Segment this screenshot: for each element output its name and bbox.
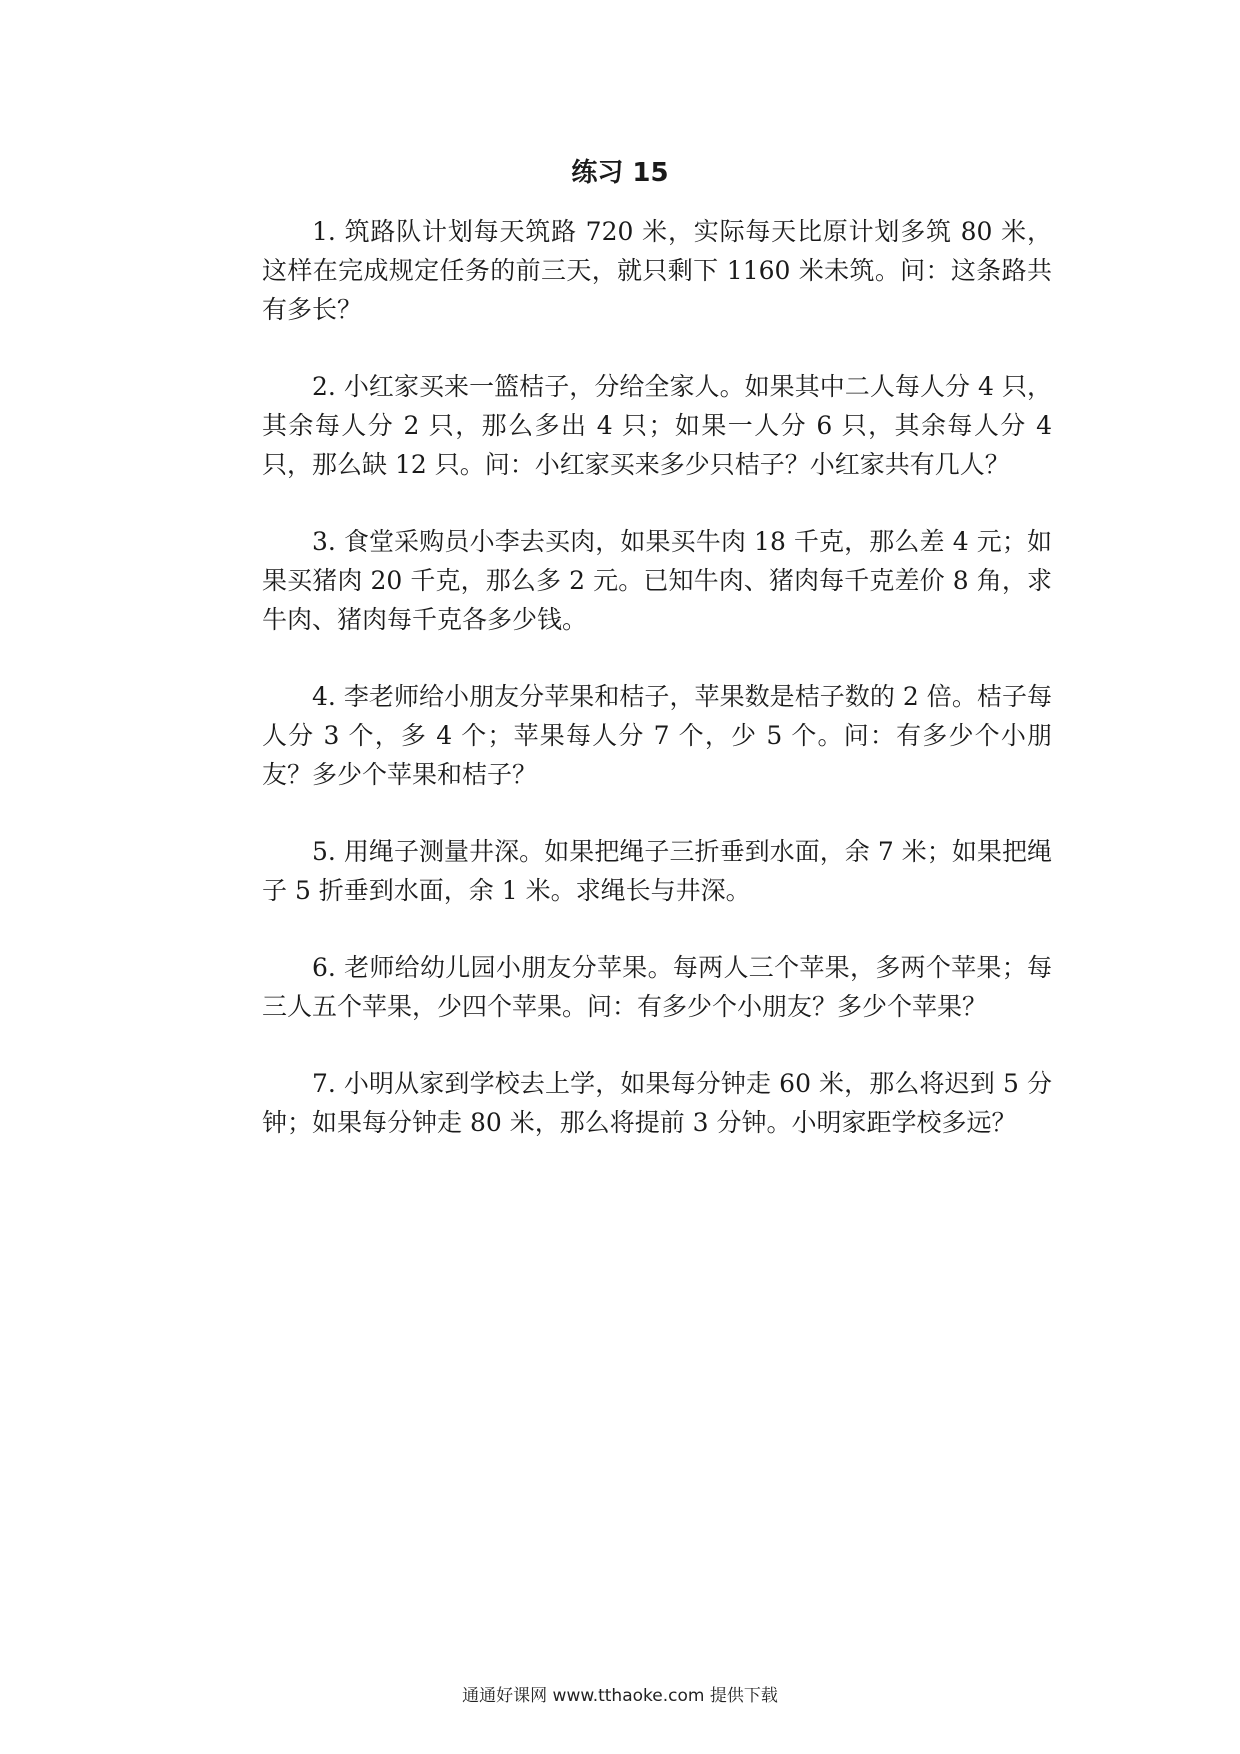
problem-list bbox=[262, 212, 1052, 1180]
problem-3: 3. 食堂采购员小李去买肉，如果买牛肉 18 千克，那么差 4 元；如果买猪肉 20 千克，那么多 2 元。已知牛肉、猪肉每千克差价 8 角，求牛肉、猪肉每千克各多少钱。 bbox=[262, 527, 1052, 634]
problem-5: 5. 用绳子测量井深。如果把绳子三折垂到水面，余 7 米；如果把绳子 5 折垂到水面，余 1 米。求绳长与井深。 bbox=[262, 837, 1052, 905]
problem-2: 2. 小红家买来一篮桔子，分给全家人。如果其中二人每人分 4 只，其余每人分 2 只，那么多出 4 只；如果一人分 6 只，其余每人分 4 只，那么缺 12 只。问：小红家买来多少只桔子？小红家共有几人？ bbox=[262, 372, 1052, 479]
problem-1: 1. 筑路队计划每天筑路 720 米，实际每天比原计划多筑 80 米，这样在完成规定任务的前三天，就只剩下 1160 米未筑。问：这条路共有多长？ bbox=[262, 217, 1052, 324]
problem-6: 6. 老师给幼儿园小朋友分苹果。每两人三个苹果，多两个苹果；每三人五个苹果，少四个苹果。问：有多少个小朋友？多少个苹果？ bbox=[262, 953, 1052, 1021]
problem-4: 4. 李老师给小朋友分苹果和桔子，苹果数是桔子数的 2 倍。桔子每人分 3 个，多 4 个；苹果每人分 7 个，少 5 个。问：有多少个小朋友？多少个苹果和桔子？ bbox=[262, 682, 1052, 789]
page-title: 练习 15 bbox=[571, 158, 669, 188]
problem-7: 7. 小明从家到学校去上学，如果每分钟走 60 米，那么将迟到 5 分钟；如果每分钟走 80 米，那么将提前 3 分钟。小明家距学校多远？ bbox=[262, 1069, 1052, 1137]
footer-source: 通通好课网 www.tthaoke.com 提供下载 bbox=[462, 1686, 778, 1706]
